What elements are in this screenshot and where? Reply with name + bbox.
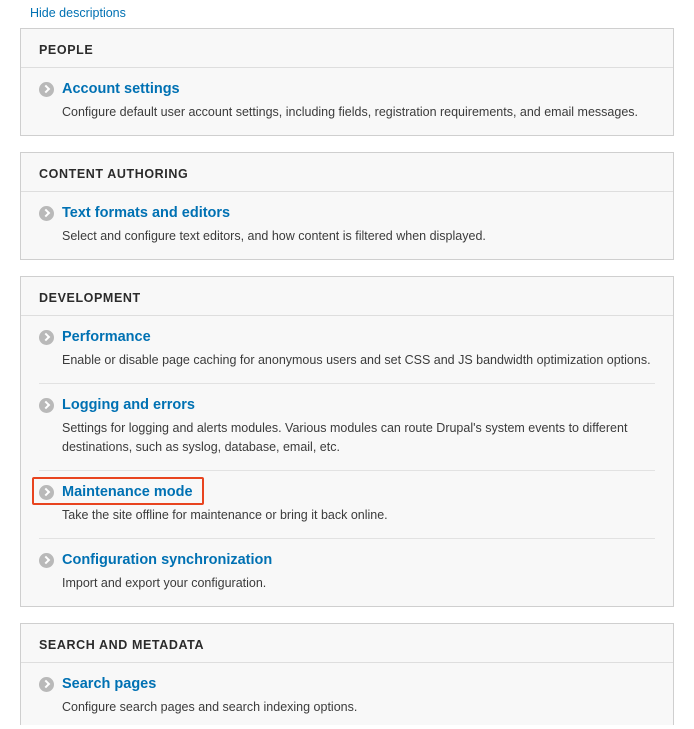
list-item — [39, 68, 655, 135]
chevron-right-icon — [39, 677, 54, 692]
toggle-descriptions — [20, 0, 674, 28]
link-maintenance-mode[interactable]: Maintenance mode — [62, 484, 193, 500]
list-item-head — [39, 396, 655, 414]
link-search-pages[interactable]: Search pages — [62, 676, 157, 692]
list-item — [39, 192, 655, 259]
link-account-settings[interactable]: Account settings — [62, 81, 180, 97]
list-item-head — [39, 675, 655, 693]
chevron-right-icon — [39, 553, 54, 568]
list-item — [39, 663, 655, 729]
section-title: SEARCH AND METADATA — [21, 624, 673, 663]
chevron-right-icon — [39, 82, 54, 97]
section-search-and-metadata — [20, 623, 674, 729]
list-item-head — [39, 204, 655, 222]
chevron-right-icon — [39, 398, 54, 413]
list-item — [39, 316, 655, 384]
section-title: PEOPLE — [21, 29, 673, 68]
chevron-right-icon — [39, 206, 54, 221]
page-bottom-edge — [0, 725, 694, 729]
list-item-description: Configure default user account settings, including fields, registration requirements, and email messages. — [62, 105, 639, 119]
section-body — [21, 192, 673, 259]
section-body — [21, 663, 673, 729]
section-body — [21, 68, 673, 135]
link-performance[interactable]: Performance — [62, 329, 151, 345]
chevron-right-icon — [39, 330, 54, 345]
section-people — [20, 28, 674, 136]
link-configuration-synchronization[interactable]: Configuration synchronization — [62, 552, 273, 568]
list-item — [39, 471, 655, 539]
list-item-description: Configure search pages and search indexing options. — [62, 700, 358, 714]
list-item-description: Take the site offline for maintenance or bring it back online. — [62, 508, 388, 522]
list-item-description: Select and configure text editors, and how content is filtered when displayed. — [62, 229, 486, 243]
list-item-description: Settings for logging and alerts modules. Various modules can route Drupal's system events to different destinations, such as syslog, database, email, etc. — [62, 421, 628, 454]
link-text-formats-and-editors[interactable]: Text formats and editors — [62, 205, 231, 221]
list-item — [39, 384, 655, 471]
chevron-right-icon — [39, 485, 54, 500]
list-item-description: Enable or disable page caching for anonymous users and set CSS and JS bandwidth optimization options. — [62, 353, 651, 367]
link-logging-and-errors[interactable]: Logging and errors — [62, 397, 195, 413]
list-item-description: Import and export your configuration. — [62, 576, 267, 590]
list-item — [39, 539, 655, 606]
section-development — [20, 276, 674, 607]
list-item-head — [39, 80, 655, 98]
section-content-authoring — [20, 152, 674, 260]
section-title: DEVELOPMENT — [21, 277, 673, 316]
list-item-head — [39, 483, 655, 501]
list-item-head — [39, 551, 655, 569]
hide-descriptions-link[interactable]: Hide descriptions — [30, 6, 126, 20]
section-body — [21, 316, 673, 606]
list-item-head — [39, 328, 655, 346]
section-title: CONTENT AUTHORING — [21, 153, 673, 192]
